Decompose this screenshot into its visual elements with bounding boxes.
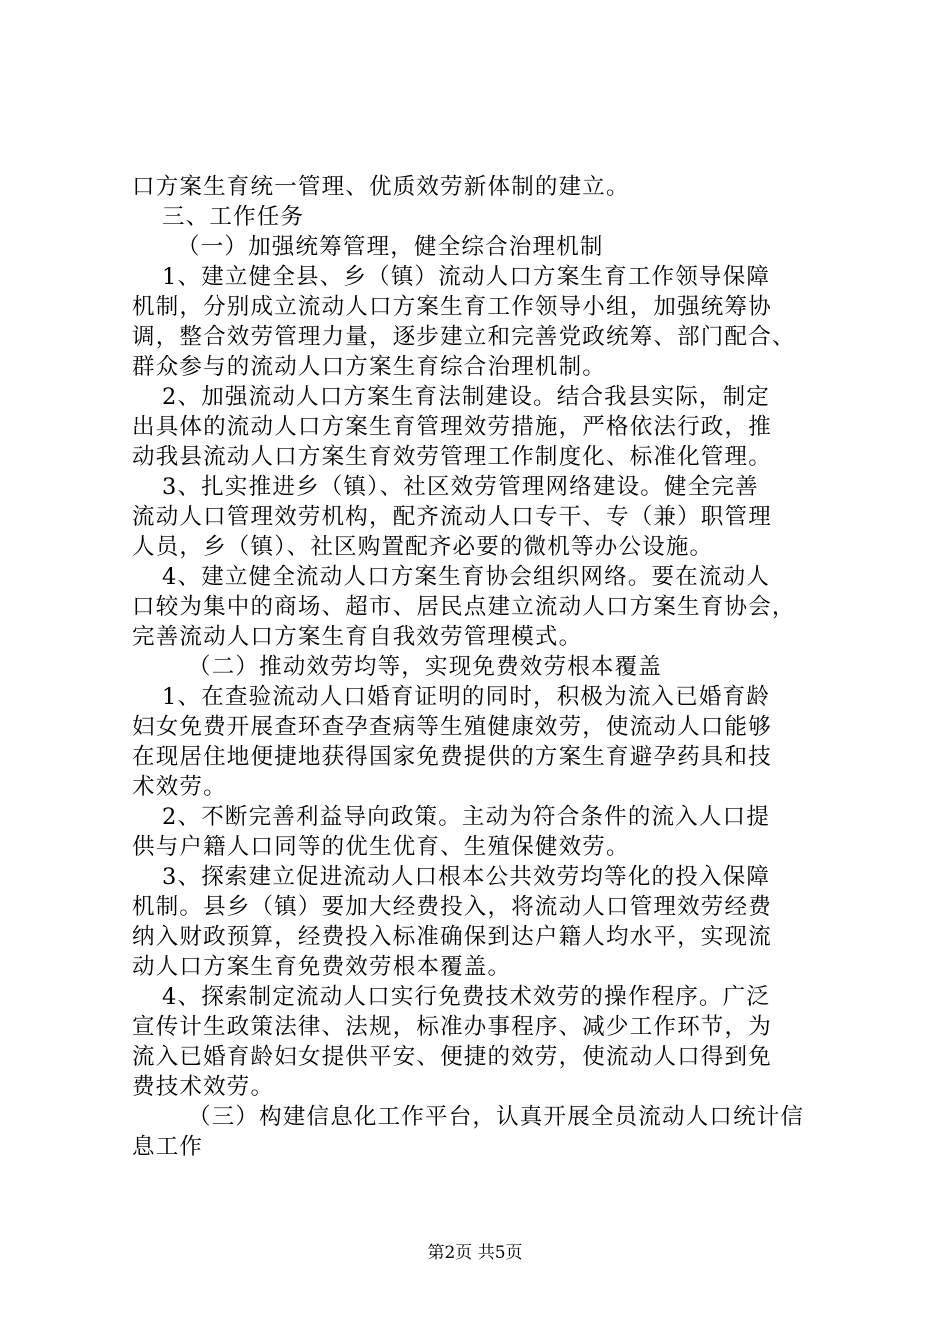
body-line: 2、加强流动人口方案生育法制建设。结合我县实际，制定: [162, 384, 771, 410]
section-heading: 三、工作任务: [162, 204, 305, 230]
body-line: 人员，乡（镇）、社区购置配齐必要的微机等办公设施。: [132, 534, 714, 560]
body-line: 在现居住地便捷地获得国家免费提供的方案生育避孕药具和技: [132, 744, 772, 770]
body-line: 供与户籍人口同等的优生优育、生殖保健效劳。: [132, 834, 630, 860]
body-line: 口方案生育统一管理、优质效劳新体制的建立。: [132, 174, 630, 200]
body-line: 口较为集中的商场、超市、居民点建立流动人口方案生育协会，: [132, 594, 796, 620]
body-line: 动人口方案生育免费效劳根本覆盖。: [132, 954, 512, 980]
body-line: 费技术效劳。: [132, 1074, 275, 1100]
page-number-footer: 第2页 共5页: [427, 1243, 523, 1263]
body-line: 机制。县乡（镇）要加大经费投入，将流动人口管理效劳经费: [132, 894, 772, 920]
body-line: 群众参与的流动人口方案生育综合治理机制。: [132, 354, 607, 380]
body-line: 4、建立健全流动人口方案生育协会组织网络。要在流动人: [162, 564, 771, 590]
subsection-heading: （一）加强统筹管理，健全综合治理机制: [177, 234, 604, 260]
body-line: 宣传计生政策法律、法规，标准办事程序、减少工作环节，为: [132, 1014, 772, 1040]
body-line: 术效劳。: [132, 774, 227, 800]
body-line: 流动人口管理效劳机构，配齐流动人口专干、专（兼）职管理: [132, 504, 772, 530]
body-line: 完善流动人口方案生育自我效劳管理模式。: [132, 624, 583, 650]
body-line: 4、探索制定流动人口实行免费技术效劳的操作程序。广泛: [162, 984, 771, 1010]
subsection-heading: （二）推动效劳均等，实现免费效劳根本覆盖: [188, 654, 663, 680]
body-line: 3、扎实推进乡（镇）、社区效劳管理网络建设。健全完善: [162, 474, 759, 500]
body-line: 1、在查验流动人口婚育证明的同时，积极为流入已婚育龄: [162, 684, 771, 710]
body-line: 动我县流动人口方案生育效劳管理工作制度化、标准化管理。: [132, 444, 772, 470]
body-line: 调，整合效劳管理力量，逐步建立和完善党政统筹、部门配合、: [132, 324, 796, 350]
body-line: 息工作: [132, 1134, 204, 1160]
body-line: 纳入财政预算，经费投入标准确保到达户籍人均水平，实现流: [132, 924, 772, 950]
body-line: 机制，分别成立流动人口方案生育工作领导小组，加强统筹协: [132, 294, 772, 320]
body-line: 3、探索建立促进流动人口根本公共效劳均等化的投入保障: [162, 864, 771, 890]
subsection-heading: （三）构建信息化工作平台，认真开展全员流动人口统计信: [188, 1104, 805, 1130]
body-line: 流入已婚育龄妇女提供平安、便捷的效劳，使流动人口得到免: [132, 1044, 772, 1070]
body-line: 妇女免费开展查环查孕查病等生殖健康效劳，使流动人口能够: [132, 714, 772, 740]
body-line: 1、建立健全县、乡（镇）流动人口方案生育工作领导保障: [162, 264, 771, 290]
body-line: 2、不断完善利益导向政策。主动为符合条件的流入人口提: [162, 804, 771, 830]
body-line: 出具体的流动人口方案生育管理效劳措施，严格依法行政，推: [132, 414, 772, 440]
document-body: [132, 172, 832, 1162]
